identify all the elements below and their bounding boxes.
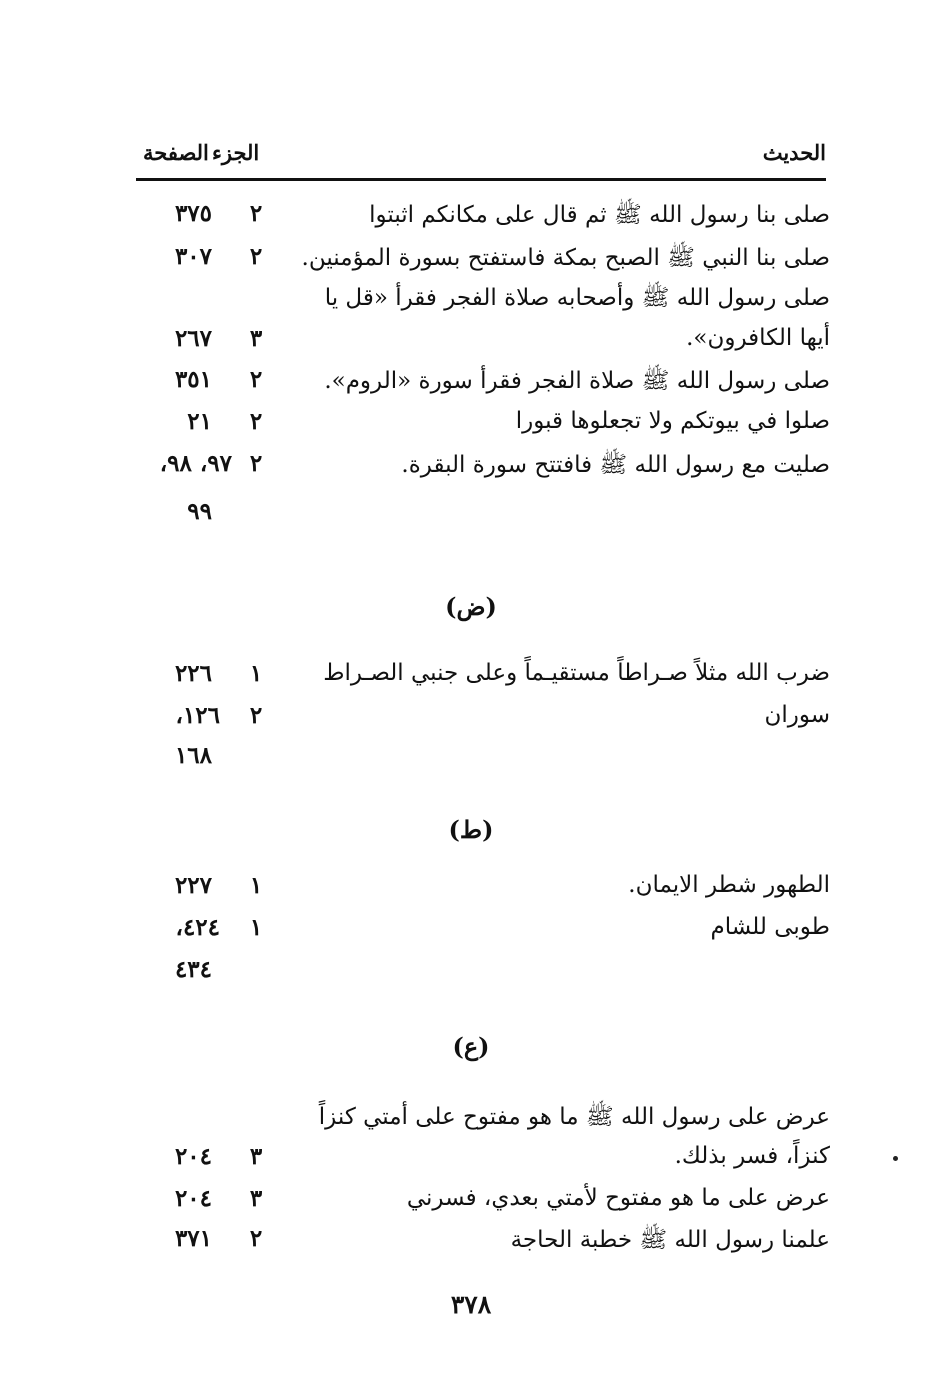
page-number: ٢٢٦ bbox=[174, 660, 212, 687]
header-page-label: الصفحة bbox=[143, 140, 209, 165]
page-number: ٤٢٤، bbox=[175, 914, 220, 941]
volume-number: ٢ bbox=[249, 200, 263, 227]
page-number-continued: ٤٣٤ bbox=[174, 956, 212, 983]
page-number: ٣٥١ bbox=[174, 366, 212, 393]
volume-number: ٢ bbox=[249, 366, 263, 393]
page-number: ١٢٦، bbox=[175, 702, 220, 729]
header-hadith-label: الحديث bbox=[762, 140, 826, 165]
page-number-continued: ٩٩ bbox=[187, 498, 212, 525]
page-number: ٢١ bbox=[187, 408, 212, 435]
volume-number: ٢ bbox=[249, 1225, 263, 1252]
volume-number: ١ bbox=[249, 872, 263, 899]
page-number: ٣٠٧ bbox=[174, 243, 212, 270]
page-number: ٢٦٧ bbox=[174, 325, 212, 352]
page-number: ٢٢٧ bbox=[174, 872, 212, 899]
hadith-text: صليت مع رسول الله ﷺ فافتتح سورة البقرة. bbox=[401, 452, 830, 478]
hadith-text-continued: أيها الكافرون». bbox=[686, 325, 830, 351]
volume-number: ٢ bbox=[249, 450, 263, 477]
hadith-text: سوران bbox=[764, 702, 830, 728]
volume-number: ١ bbox=[249, 660, 263, 687]
hadith-text: صلى بنا النبي ﷺ الصبح بمكة فاستفتح بسورة المؤمنين. bbox=[301, 245, 830, 271]
page-number-continued: ١٦٨ bbox=[174, 742, 212, 769]
hadith-text: ضرب الله مثلاً صـراطاً مستقيـماً وعلى جنبي الصـراط bbox=[323, 660, 830, 686]
hadith-text: صلى رسول الله ﷺ وأصحابه صلاة الفجر فقرأ «قل يا bbox=[324, 285, 830, 311]
hadith-text: صلى بنا رسول الله ﷺ ثم قال على مكانكم اثبتوا bbox=[369, 202, 830, 228]
section-heading: (ع) bbox=[452, 1032, 490, 1061]
page-number: ٩٧، ٩٨، bbox=[159, 450, 232, 477]
hadith-text: صلوا في بيوتكم ولا تجعلوها قبورا bbox=[515, 408, 830, 434]
volume-number: ٣ bbox=[249, 1143, 263, 1170]
volume-number: ٣ bbox=[249, 1185, 263, 1212]
page-number: ٢٠٤ bbox=[174, 1143, 212, 1170]
volume-number: ٢ bbox=[249, 408, 263, 435]
hadith-text: طوبى للشام bbox=[710, 914, 830, 940]
hadith-text-continued: كنزاً، فسر بذلك. bbox=[674, 1143, 830, 1169]
page-number: ٣٧١ bbox=[174, 1225, 212, 1252]
page-number: ٢٠٤ bbox=[174, 1185, 212, 1212]
section-heading: (ض) bbox=[445, 592, 497, 621]
volume-number: ١ bbox=[249, 914, 263, 941]
folio-number: ٣٧٨ bbox=[450, 1290, 492, 1319]
page-number: ٣٧٥ bbox=[174, 200, 212, 227]
hadith-text: عرض على رسول الله ﷺ ما هو مفتوح على أمتي كنزاً bbox=[318, 1104, 830, 1130]
print-speck bbox=[893, 1156, 898, 1161]
volume-number: ٢ bbox=[249, 243, 263, 270]
header-rule bbox=[136, 178, 826, 181]
hadith-text: صلى رسول الله ﷺ صلاة الفجر فقرأ سورة «الروم». bbox=[324, 368, 830, 394]
section-heading: (ط) bbox=[448, 815, 494, 844]
hadith-text: الطهور شطر الايمان. bbox=[628, 872, 830, 898]
hadith-text: علمنا رسول الله ﷺ خطبة الحاجة bbox=[510, 1227, 830, 1253]
header-volume-label: الجزء bbox=[212, 140, 260, 165]
hadith-text: عرض على ما هو مفتوح لأمتي بعدي، فسرني bbox=[406, 1185, 830, 1211]
volume-number: ٢ bbox=[249, 702, 263, 729]
volume-number: ٣ bbox=[249, 325, 263, 352]
